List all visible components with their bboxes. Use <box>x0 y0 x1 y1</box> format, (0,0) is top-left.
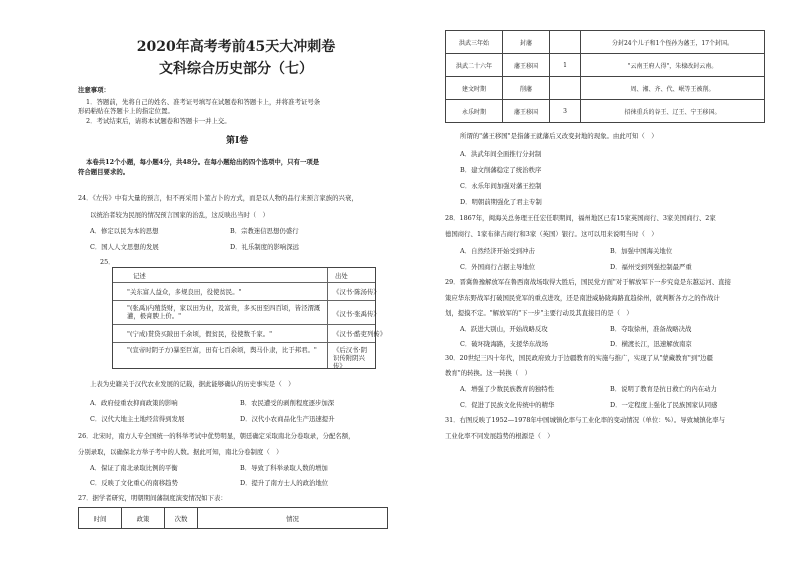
q27-col-detail: 情况 <box>198 508 388 529</box>
q25-row <box>113 324 375 325</box>
table-cell: 1 <box>550 54 581 77</box>
q30-option-a: A．增强了少数民族教育的独特性 <box>460 385 555 393</box>
section-desc-2: 符合题目要求的。 <box>78 168 130 176</box>
q27-option-b: B．建文削藩稳定了统治秩序 <box>460 166 542 174</box>
q29-stem-3: 划，提摸不定。"解放军的"下一步"主要行动及其直接目的是（ ） <box>445 309 633 317</box>
q25-option-a: A．政府侵重农抑商政策的影响 <box>90 399 178 407</box>
q25-option-c: C．汉代大地主土地经营得到发展 <box>90 415 185 423</box>
q25-number: 25． <box>100 258 115 266</box>
q28-option-d: D．福州受到列强控制最严重 <box>610 263 692 271</box>
q27-table-header <box>78 507 388 529</box>
q31-stem-2: 工业化率不同发展趋势的根源是（ ） <box>445 432 554 440</box>
q24-option-a: A．修定以民为本的思想 <box>90 227 159 235</box>
notice-item-1b: 形码粘贴在答题卡上的指定位置。 <box>78 107 174 115</box>
table-cell: 封藩 <box>503 31 550 54</box>
table-cell: 3 <box>550 100 581 123</box>
table-cell <box>550 77 581 100</box>
q26-stem: 26．北宋时，南方人专全国统一的科举考试中优势明显，朝廷确定采取南北分卷取录，分配名额， <box>78 432 355 440</box>
q26-stem-2: 分别录取，以确保北方举子考中的人数。据此可知，南北分卷制度（ ） <box>78 448 283 456</box>
q24-stem: 24．《左传》中有大量的预言，但不再采用卜筮占卜的方式，而是以人物的品行来预言家族的兴衰， <box>78 194 358 202</box>
exam-title: 2020年高考考前45天大冲刺卷 <box>136 39 336 55</box>
q27-col-time: 时间 <box>79 508 122 529</box>
q25-option-b: B．农民遭受的剥削程度逐步加深 <box>240 399 335 407</box>
q29-stem-2: 策应华东野战军打破国民党军的重点进攻，还是南进威胁陇海路直趋徐州，就判断各方之的作战计 <box>445 294 720 302</box>
q27-option-a: A．洪武年间全面推行分封制 <box>460 150 542 158</box>
notice-item-2: 2．考试结束后，请将本试题卷和答题卡一并上交。 <box>86 117 231 125</box>
table-cell: "云南王府人得"，朱棣改封云南。 <box>581 54 765 77</box>
table-cell: 周、湘、齐、代、岷等王被削。 <box>581 77 765 100</box>
q28-option-c: C．外国商行占据主导地位 <box>460 263 536 271</box>
table-row <box>446 77 765 100</box>
section-desc: 本卷共12个小题，每小题4分，共48分。在每小题给出的四个选项中，只有一项是 <box>86 158 320 166</box>
q27-option-d: D．明朝前期强化了君主专制 <box>460 198 542 206</box>
q25-row <box>113 300 375 301</box>
exam-subtitle: 文科综合历史部分（七） <box>159 61 313 77</box>
q25-row-3-src: 《汉书·酷吏列传》 <box>333 330 387 338</box>
q25-header-record: 记述 <box>133 272 146 280</box>
table-cell: 藩王移国 <box>503 54 550 77</box>
q27-table <box>445 30 765 123</box>
q29-option-b: B．夺取徐州，准备战略决战 <box>610 325 692 333</box>
q25-row-4-src: 《后汉书·阴识传附阴兴传》 <box>333 346 367 370</box>
q28-option-a: A．自然经济开始受到冲击 <box>460 247 535 255</box>
notice-item-1: 1．答题前，先将自己的姓名、准考证号填写在试题卷和答题卡上，并将准考证号条 <box>86 98 321 106</box>
q27-option-c: C．永乐年间加强对藩王控制 <box>460 182 542 190</box>
table-row <box>446 100 765 123</box>
q27-col-count: 次数 <box>165 508 198 529</box>
q28-stem-2: 德国商行、1家布律吉商行和3家（英国）银行。这可以用来说明当时（ ） <box>445 230 658 238</box>
q26-option-b: B．导致了科举录取人数的增加 <box>240 464 328 472</box>
q25-row <box>113 282 375 283</box>
q25-divider <box>327 268 328 368</box>
q24-stem-2: 以统治者较为民展的情况预言国家的治乱，这反映出当时（ ） <box>90 211 269 219</box>
table-row <box>446 54 765 77</box>
section-title: 第Ⅰ卷 <box>226 136 249 146</box>
q25-row-4-text: "(宣帝时阴子方)暴至巨富，田有七百余顷，舆马仆隶，比于邦君。" <box>127 346 317 354</box>
q26-option-c: C．反映了文化重心的南移趋势 <box>90 479 178 487</box>
q29-option-c: C．破坏陇海路，支援华东战场 <box>460 340 548 348</box>
q25-quote-table <box>112 267 387 370</box>
table-cell: 洪武二十六年 <box>446 54 503 77</box>
q30-option-d: D．一定程度上强化了民族国家认同感 <box>610 401 718 409</box>
q26-option-d: D．提升了南方士人的政治地位 <box>240 479 329 487</box>
q30-stem-2: 教育"的转换。这一转换（ ） <box>445 369 532 377</box>
table-cell: 永乐时期 <box>446 100 503 123</box>
q30-stem: 30．20世纪三四十年代，国民政府致力于边疆教育的实施与推广，实现了从"蒙藏教育"到"边疆 <box>445 354 713 362</box>
notice-heading: 注意事项： <box>78 86 110 94</box>
q28-option-b: B．加强中国海关地位 <box>610 247 673 255</box>
table-cell: 分封24个儿子和1个侄孙为藩王，17个封国。 <box>581 31 765 54</box>
q25-row-3-text: "(宁成)贳贷买陂田千余顷，假贫民，役使数千家。" <box>127 330 273 338</box>
q25-row-2-src: 《汉书·张禹传》 <box>333 310 380 318</box>
table-cell: 洪武三年始 <box>446 31 503 54</box>
q24-option-c: C．国人人文思想的发展 <box>90 243 159 251</box>
q25-row-1-text: "关东富人益众，多规良田，役使贫民。" <box>127 288 242 296</box>
q25-row <box>113 342 375 343</box>
q25-stem: 上表为史籍关于汉代农业发展的记载，据此能够确认的历史事实是（ ） <box>90 380 295 388</box>
q25-header-source: 出处 <box>335 272 348 280</box>
q25-option-d: D．汉代小农商品化生产迅速提升 <box>240 415 335 423</box>
q28-stem: 28．1867年，闽海关总务理王任宏任职期间，福州地区已有15家英国商行、3家美国商行、2家 <box>445 214 716 222</box>
q27-stem: 27．据学者研究，明朝期间藩制度演变情况如下表： <box>78 494 227 502</box>
q30-option-c: C．促进了民族文化传统中的精华 <box>460 401 555 409</box>
q26-option-a: A．保证了南北录取比例的平衡 <box>90 464 178 472</box>
table-cell <box>550 31 581 54</box>
q24-option-b: B．宗教迷信思想仍盛行 <box>230 227 299 235</box>
table-row <box>446 31 765 54</box>
q25-row-1-src: 《汉书·陈汤传》 <box>333 288 380 296</box>
q27-followup: 所谓的"藩王移国"是指藩王就藩后又改变封地的现象。由此可知（ ） <box>460 132 658 140</box>
q27-col-policy: 政策 <box>122 508 165 529</box>
table-cell: 削藩 <box>503 77 550 100</box>
q29-stem: 29．晋冀鲁豫解放军在鲁西南战场取得大胜后，国民党方面"对于解放军下一步究竟是东越运河、直接 <box>445 278 731 286</box>
q31-stem: 31．右图反映了1952—1978年中国城镇化率与工业化率的变动情况（单位：%）。导致城镇化率与 <box>445 416 725 424</box>
q25-row-2-text: "(张禹)内殖货财，家以田为业，及富贵，多买田至四百顷，皆泾渭溉灌，极膏腴上价。" <box>127 304 321 320</box>
table-cell: 藩王移国 <box>503 100 550 123</box>
table-cell: 招徕重兵的谷王、辽王、宁王移国。 <box>581 100 765 123</box>
q29-option-a: A．跃进大别山，开始战略反攻 <box>460 325 548 333</box>
q30-option-b: B．说明了教育是抗日救亡的内在动力 <box>610 385 717 393</box>
table-cell: 建文时期 <box>446 77 503 100</box>
q24-option-d: D．礼乐制度的影响深远 <box>230 243 300 251</box>
q29-option-d: D．横渡长江，迅速解放南京 <box>610 340 692 348</box>
